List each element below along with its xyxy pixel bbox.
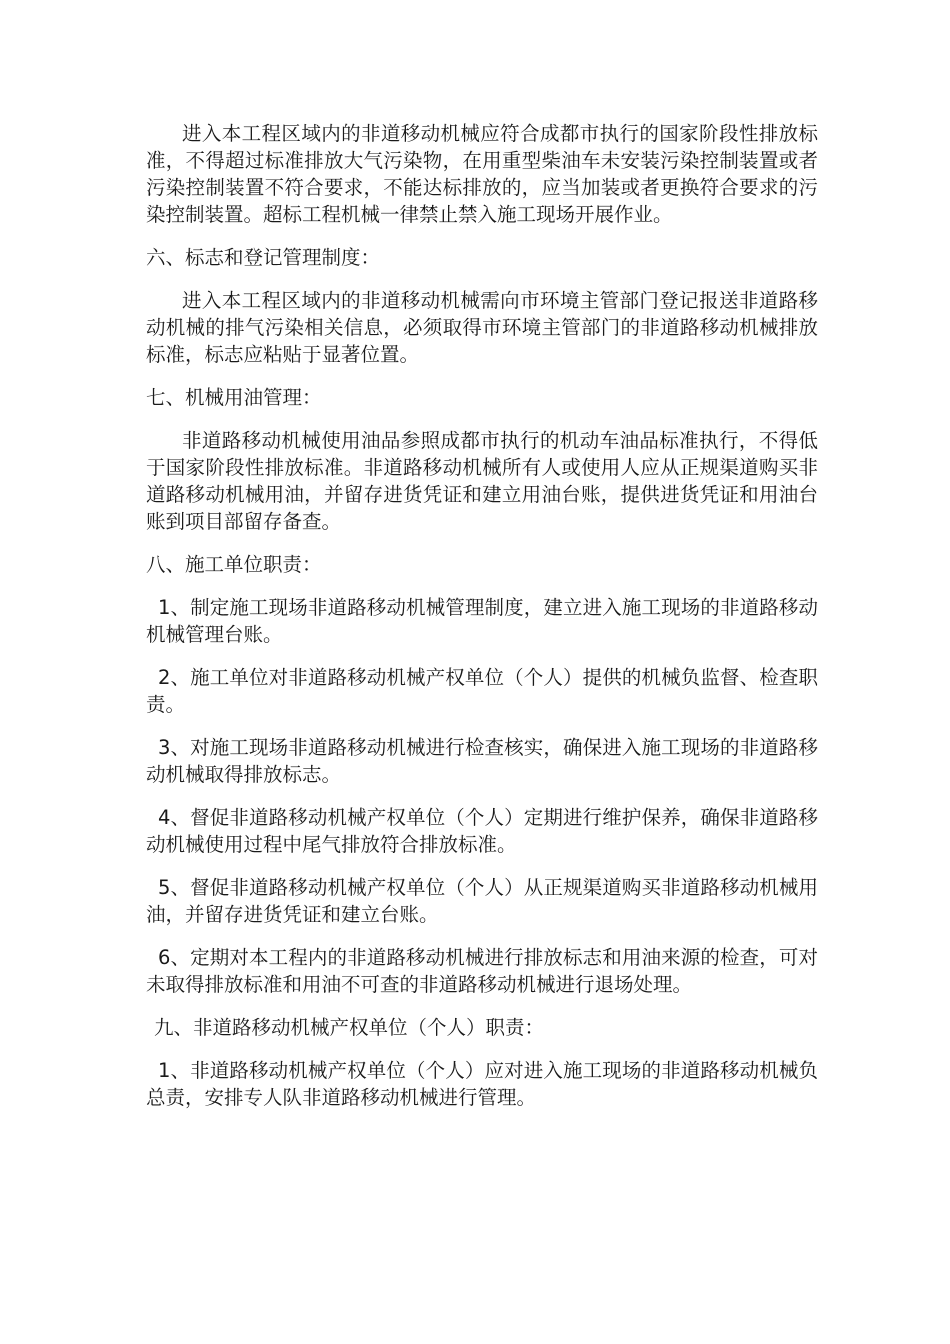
list-item-8-2: 2、施工单位对非道路移动机械产权单位（个人）提供的机械负监督、检查职责。 — [146, 666, 818, 716]
heading-section-7: 七、机械用油管理： — [146, 386, 322, 409]
paragraph-registration: 进入本工程区域内的非道移动机械需向市环境主管部门登记报送非道路移动机械的排气污染相关信息，必须取得市环境主管部门的非道路移动机械排放标准，标志应粘贴于显著位置。 — [146, 289, 818, 366]
paragraph-emission-standard: 进入本工程区域内的非道移动机械应符合成都市执行的国家阶段性排放标准，不得超过标准排放大气污染物，在用重型柴油车未安装污染控制装置或者污染控制装置不符合要求，不能达标排放的，应当加装或者更换符合要求的污染控制装置。超标工程机械一律禁止禁入施工现场开展作业。 — [146, 122, 818, 226]
document-page — [146, 120, 818, 1127]
list-item-8-5: 5、督促非道路移动机械产权单位（个人）从正规渠道购买非道路移动机械用油，并留存进货凭证和建立台账。 — [146, 876, 818, 926]
list-item-8-3: 3、对施工现场非道路移动机械进行检查核实，确保进入施工现场的非道路移动机械取得排放标志。 — [146, 736, 818, 786]
list-item-9-1: 1、非道路移动机械产权单位（个人）应对进入施工现场的非道路移动机械负总责，安排专人队非道路移动机械进行管理。 — [146, 1059, 818, 1109]
paragraph-fuel-management: 非道路移动机械使用油品参照成都市执行的机动车油品标准执行，不得低于国家阶段性排放标准。非道路移动机械所有人或使用人应从正规渠道购买非道路移动机械用油，并留存进货凭证和建立用油台账，提供进货凭证和用油台账到项目部留存备查。 — [146, 429, 818, 533]
heading-section-8: 八、施工单位职责： — [146, 553, 322, 576]
heading-section-9: 九、非道路移动机械产权单位（个人）职责： — [154, 1016, 545, 1039]
list-item-8-6: 6、定期对本工程内的非道路移动机械进行排放标志和用油来源的检查，可对未取得排放标准和用油不可查的非道路移动机械进行退场处理。 — [146, 946, 818, 996]
heading-section-6: 六、标志和登记管理制度： — [146, 246, 381, 269]
list-item-8-4: 4、督促非道路移动机械产权单位（个人）定期进行维护保养，确保非道路移动机械使用过程中尾气排放符合排放标准。 — [146, 806, 818, 856]
list-item-8-1: 1、制定施工现场非道路移动机械管理制度，建立进入施工现场的非道路移动机械管理台账。 — [146, 596, 818, 646]
